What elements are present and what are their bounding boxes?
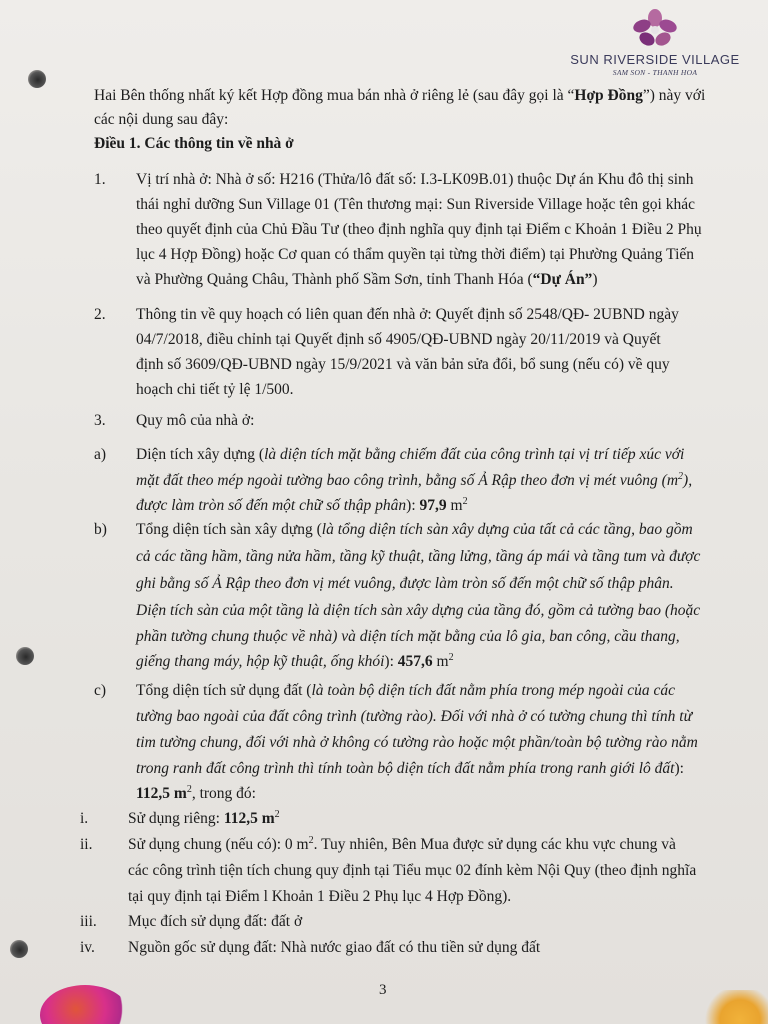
item-line: Vị trí nhà ở: Nhà ở số: H216 (Thửa/lô đất số: I.3-LK09B.01) thuộc Dự án Khu đô thị sinh xyxy=(136,171,694,188)
item-line: tại quy định tại Điểm l Khoản 1 Điều 2 Phụ lục 4 Hợp Đồng). xyxy=(128,888,512,905)
item-line: phần tường chung thuộc về nhà) và diện tích mặt bằng của lô gia, ban công, cầu thang, xyxy=(136,628,680,645)
item-line: Thông tin về quy hoạch có liên quan đến nhà ở: Quyết định số 2548/QĐ- 2UBND ngày xyxy=(136,306,679,323)
item-number: 3. xyxy=(94,412,106,429)
item-line: Diện tích xây dựng (là diện tích mặt bằng chiếm đất của công trình tại vị trí tiếp xúc với xyxy=(136,446,685,463)
item-number: c) xyxy=(94,682,107,699)
item-line: Sử dụng chung (nếu có): 0 $m^2$. Tuy nhiên, Bên Mua được sử dụng các khu vực chung và xyxy=(128,834,676,853)
item-line: trong ranh đất công trình thì tính toàn bộ diện tích đất nằm phía trong ranh giới lô đất): xyxy=(136,760,684,777)
item-number: 1. xyxy=(94,171,106,188)
item-line: Tổng diện tích sử dụng đất (là toàn bộ diện tích đất nằm phía trong mép ngoài của các xyxy=(136,682,676,699)
item-number: a) xyxy=(94,446,107,463)
item-line: Tổng diện tích sàn xây dựng (là tổng diện tích sàn xây dựng của tất cả các tầng, bao gồm xyxy=(136,521,693,538)
item-line: cả các tầng hầm, tầng nửa hầm, tầng kỹ thuật, tầng lửng, tầng áp mái và tầng tum và được xyxy=(136,548,701,565)
item-line: định số 3609/QĐ-UBND ngày 15/9/2021 và văn bản sửa đổi, bổ sung (nếu có) về quy xyxy=(136,356,670,373)
intro-line: các nội dung sau đây: xyxy=(94,111,229,128)
item-line: các công trình tiện tích chung quy định tại Tiểu mục 02 đính kèm Nội Quy (theo định nghĩa xyxy=(128,862,697,879)
brand-logo xyxy=(570,8,740,88)
binder-hole xyxy=(16,647,34,665)
article-heading: Điều 1. Các thông tin về nhà ở xyxy=(94,135,294,152)
item-line: tim tường chung, đối với nhà ở không có tường rào hoặc một phần/toàn bộ tường rào nằm xyxy=(136,734,698,751)
item-line: tường bao ngoài của đất công trình (tường rào). Đối với nhà ở có tường chung thì tính từ xyxy=(136,708,693,725)
item-line: giếng thang máy, hộp kỹ thuật, ống khói): 457,6 $m^2$ xyxy=(136,651,454,670)
item-line: theo quyết định của Chủ Đầu Tư (theo định nghĩa quy định tại Điểm c Khoản 1 Điều 2 Phụ xyxy=(136,221,702,238)
decorative-signature xyxy=(700,990,768,1024)
item-line: Nguồn gốc sử dụng đất: Nhà nước giao đất có thu tiền sử dụng đất xyxy=(128,939,541,956)
item-line: 04/7/2018, điều chỉnh tại Quyết định số 4905/QĐ-UBND ngày 20/11/2019 và Quyết xyxy=(136,331,661,348)
item-line: Quy mô của nhà ở: xyxy=(136,412,255,429)
intro-line: Hai Bên thống nhất ký kết Hợp đồng mua bán nhà ở riêng lẻ (sau đây gọi là “Hợp Đồng”) này với xyxy=(94,87,706,104)
brand-name: SUN RIVERSIDE VILLAGE xyxy=(570,52,740,67)
flower-logo-icon xyxy=(630,8,680,50)
item-line: 112,5 $m^2$, trong đó: xyxy=(136,783,256,802)
decorative-blob xyxy=(40,985,130,1024)
item-number: ii. xyxy=(80,836,93,853)
item-number: b) xyxy=(94,521,107,538)
item-line: được làm tròn số đến một chữ số thập phân): 97,9 $m^2$ xyxy=(136,495,468,514)
item-number: i. xyxy=(80,810,89,827)
item-number: 2. xyxy=(94,306,106,323)
binder-hole xyxy=(28,70,46,88)
binder-hole xyxy=(10,940,28,958)
item-line: thái nghỉ dưỡng Sun Village 01 (Tên thương mại: Sun Riverside Village hoặc tên gọi khác xyxy=(136,196,695,213)
item-number: iii. xyxy=(80,913,97,930)
item-line: Sử dụng riêng: 112,5 $m^2$ xyxy=(128,808,280,827)
page-number: 3 xyxy=(379,982,387,998)
item-line: mặt đất theo mép ngoài tường bao công trình, bằng số Ả Rập theo đơn vị mét vuông $(m^2)$, xyxy=(136,470,693,489)
item-line: lục 4 Hợp Đồng) hoặc Cơ quan có thẩm quyền tại từng thời điểm) tại Phường Quảng Tiến xyxy=(136,246,695,263)
item-number: iv. xyxy=(80,939,95,956)
item-line: hoạch chi tiết tỷ lệ 1/500. xyxy=(136,381,294,398)
item-line: và Phường Quảng Châu, Thành phố Sầm Sơn, tỉnh Thanh Hóa (“Dự Án”) xyxy=(136,271,598,288)
brand-subtitle: SAM SON - THANH HOA xyxy=(612,68,698,77)
item-line: ghi bằng số Ả Rập theo đơn vị mét vuông, được làm tròn số đến một chữ số thập phân. xyxy=(136,575,674,592)
item-line: Diện tích sàn của một tầng là diện tích sàn xây dựng của tầng đó, gồm cả tường bao (hoặc xyxy=(136,602,701,619)
item-line: Mục đích sử dụng đất: đất ở xyxy=(128,913,303,930)
